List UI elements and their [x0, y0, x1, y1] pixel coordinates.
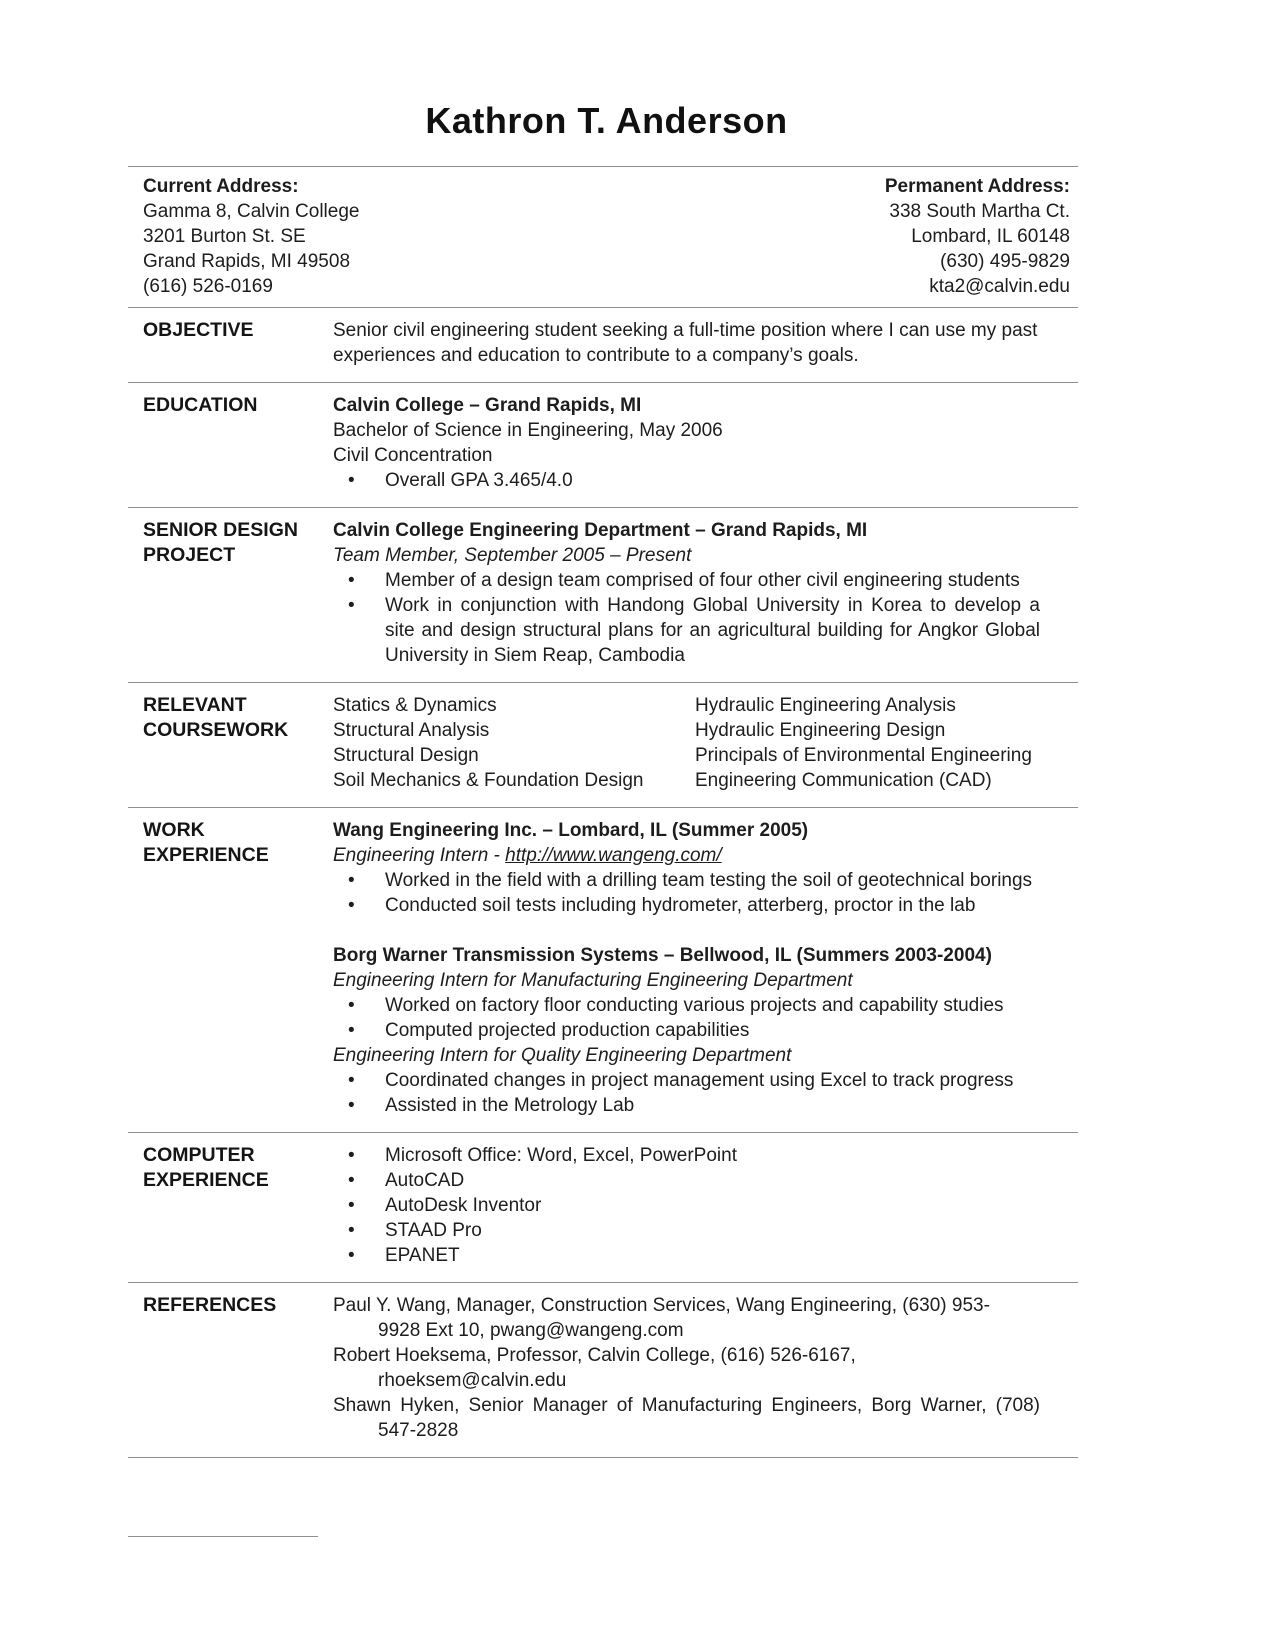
section-label-senior-design: SENIOR DESIGN PROJECT: [143, 519, 298, 566]
address-line: Gamma 8, Calvin College: [143, 201, 360, 222]
list-item: [333, 568, 1040, 593]
course-item: Structural Design: [333, 745, 479, 766]
reference-entry: [333, 1393, 1040, 1443]
computer-skill: Microsoft Office: Word, Excel, PowerPoint: [385, 1145, 737, 1166]
permanent-address: [885, 174, 1070, 299]
list-item: [333, 593, 1040, 668]
phone-text: (616) 526-0169: [143, 276, 273, 297]
reference-entry: [333, 1293, 1040, 1343]
education-school: Calvin College – Grand Rapids, MI: [333, 395, 642, 416]
course-item: Engineering Communication (CAD): [695, 770, 992, 791]
section-label-objective: OBJECTIVE: [143, 319, 254, 341]
coursework-column-left: [333, 693, 695, 793]
bullet-icon: •: [348, 570, 355, 591]
list-item: [333, 1143, 1040, 1168]
address-line: Grand Rapids, MI 49508: [143, 251, 351, 272]
bullet-icon: •: [348, 1245, 355, 1266]
senior-design-org: Calvin College Engineering Department – Grand Rapids, MI: [333, 520, 868, 541]
section-objective: [143, 308, 1070, 382]
senior-design-content: [333, 518, 1070, 668]
education-concentration: Civil Concentration: [333, 445, 493, 466]
section-label-work-experience: WORK EXPERIENCE: [143, 819, 269, 866]
email-text: kta2@calvin.edu: [929, 276, 1070, 297]
job-bullet: Worked in the field with a drilling team testing the soil of geotechnical borings: [385, 870, 1033, 891]
references-content: [333, 1293, 1070, 1443]
bullet-icon: •: [348, 1095, 355, 1116]
section-computer-experience: [143, 1133, 1070, 1282]
computer-skill: EPANET: [385, 1245, 460, 1266]
objective-content: [333, 318, 1070, 368]
bullet-icon: •: [348, 470, 355, 491]
course-item: Soil Mechanics & Foundation Design: [333, 770, 644, 791]
list-item: [333, 893, 1040, 918]
section-label-computer-experience: COMPUTER EXPERIENCE: [143, 1144, 269, 1191]
coursework-content: [333, 693, 1070, 793]
bullet-icon: •: [348, 995, 355, 1016]
list-item: [333, 993, 1040, 1018]
list-item: [333, 1018, 1040, 1043]
bullet-icon: •: [348, 595, 355, 616]
section-coursework: [143, 683, 1070, 807]
section-label-references: REFERENCES: [143, 1294, 277, 1316]
address-block: [143, 167, 1070, 307]
section-label-coursework: RELEVANT COURSEWORK: [143, 694, 289, 741]
section-references: [143, 1283, 1070, 1457]
company-link[interactable]: http://www.wangeng.com/: [505, 845, 722, 866]
job-role: Engineering Intern for Quality Engineering Department: [333, 1045, 792, 1066]
course-item: Statics & Dynamics: [333, 695, 497, 716]
bullet-icon: •: [348, 895, 355, 916]
list-item: [333, 1093, 1040, 1118]
computer-skill: AutoDesk Inventor: [385, 1195, 542, 1216]
job-bullet: Assisted in the Metrology Lab: [385, 1095, 635, 1116]
list-item: [333, 1168, 1040, 1193]
job-role: Engineering Intern -: [333, 845, 506, 866]
list-item: [333, 468, 1040, 493]
list-item: [333, 1193, 1040, 1218]
reference-line: rhoeksem@calvin.edu: [378, 1370, 567, 1391]
bullet-icon: •: [348, 1070, 355, 1091]
page-footer-line: [128, 1536, 318, 1537]
bullet-icon: •: [348, 870, 355, 891]
reference-line: Shawn Hyken, Senior Manager of Manufacturing Engineers, Borg Warner, (708): [333, 1395, 1040, 1416]
bullet-icon: •: [348, 1170, 355, 1191]
objective-text: Senior civil engineering student seeking a full-time position where I can use my past experiences and education to contribute to a company’s goals.: [333, 320, 1038, 366]
senior-design-role: Team Member, September 2005 – Present: [333, 545, 692, 566]
section-label-education: EDUCATION: [143, 394, 258, 416]
list-item: [333, 1068, 1040, 1093]
senior-design-bullet: Work in conjunction with Handong Global University in Korea to develop a site and design structural plans for an agricultural building for Angkor Global University in Siem Reap, Cambodia: [385, 595, 1040, 666]
list-item: [333, 1218, 1040, 1243]
current-address-label: Current Address:: [143, 176, 299, 197]
reference-line: Robert Hoeksema, Professor, Calvin College, (616) 526-6167,: [333, 1345, 856, 1366]
reference-line: Paul Y. Wang, Manager, Construction Services, Wang Engineering, (630) 953-: [333, 1295, 990, 1316]
reference-line: 547-2828: [378, 1420, 459, 1441]
course-item: Principals of Environmental Engineering: [695, 745, 1032, 766]
education-content: [333, 393, 1070, 493]
coursework-columns: [333, 693, 1040, 793]
address-line: 3201 Burton St. SE: [143, 226, 306, 247]
reference-line: 9928 Ext 10, pwang@wangeng.com: [378, 1320, 684, 1341]
education-bullet: Overall GPA 3.465/4.0: [385, 470, 573, 491]
section-senior-design: [143, 508, 1070, 682]
reference-entry: [333, 1343, 1040, 1393]
phone-text: (630) 495-9829: [940, 251, 1070, 272]
address-line: 338 South Martha Ct.: [889, 201, 1070, 222]
course-item: Hydraulic Engineering Design: [695, 720, 946, 741]
section-education: [143, 383, 1070, 507]
list-item: [333, 868, 1040, 893]
job-title: Wang Engineering Inc. – Lombard, IL (Summer 2005): [333, 820, 809, 841]
computer-skill: STAAD Pro: [385, 1220, 482, 1241]
computer-experience-content: [333, 1143, 1070, 1268]
job-bullet: Computed projected production capabilities: [385, 1020, 750, 1041]
address-line: Lombard, IL 60148: [911, 226, 1070, 247]
job-role: Engineering Intern for Manufacturing Engineering Department: [333, 970, 853, 991]
course-item: Structural Analysis: [333, 720, 490, 741]
education-degree: Bachelor of Science in Engineering, May 2006: [333, 420, 723, 441]
section-work-experience: [143, 808, 1070, 1132]
job-bullet: Conducted soil tests including hydrometer, atterberg, proctor in the lab: [385, 895, 976, 916]
job-role-line: [333, 843, 1040, 868]
current-address: [143, 174, 359, 299]
computer-skill: AutoCAD: [385, 1170, 465, 1191]
course-item: Hydraulic Engineering Analysis: [695, 695, 956, 716]
spacer: [143, 1458, 1070, 1536]
work-experience-content: [333, 818, 1070, 1118]
senior-design-bullet: Member of a design team comprised of four other civil engineering students: [385, 570, 1020, 591]
permanent-address-label: Permanent Address:: [884, 176, 1070, 197]
page-title: Kathron T. Anderson: [425, 100, 788, 141]
job-bullet: Worked on factory floor conducting various projects and capability studies: [385, 995, 1004, 1016]
job-title: Borg Warner Transmission Systems – Bellwood, IL (Summers 2003-2004): [333, 945, 992, 966]
list-item: [333, 1243, 1040, 1268]
job-bullet: Coordinated changes in project management using Excel to track progress: [385, 1070, 1014, 1091]
bullet-icon: •: [348, 1220, 355, 1241]
bullet-icon: •: [348, 1145, 355, 1166]
bullet-icon: •: [348, 1195, 355, 1216]
coursework-column-right: [695, 693, 1040, 793]
bullet-icon: •: [348, 1020, 355, 1041]
spacer: [333, 918, 1040, 943]
